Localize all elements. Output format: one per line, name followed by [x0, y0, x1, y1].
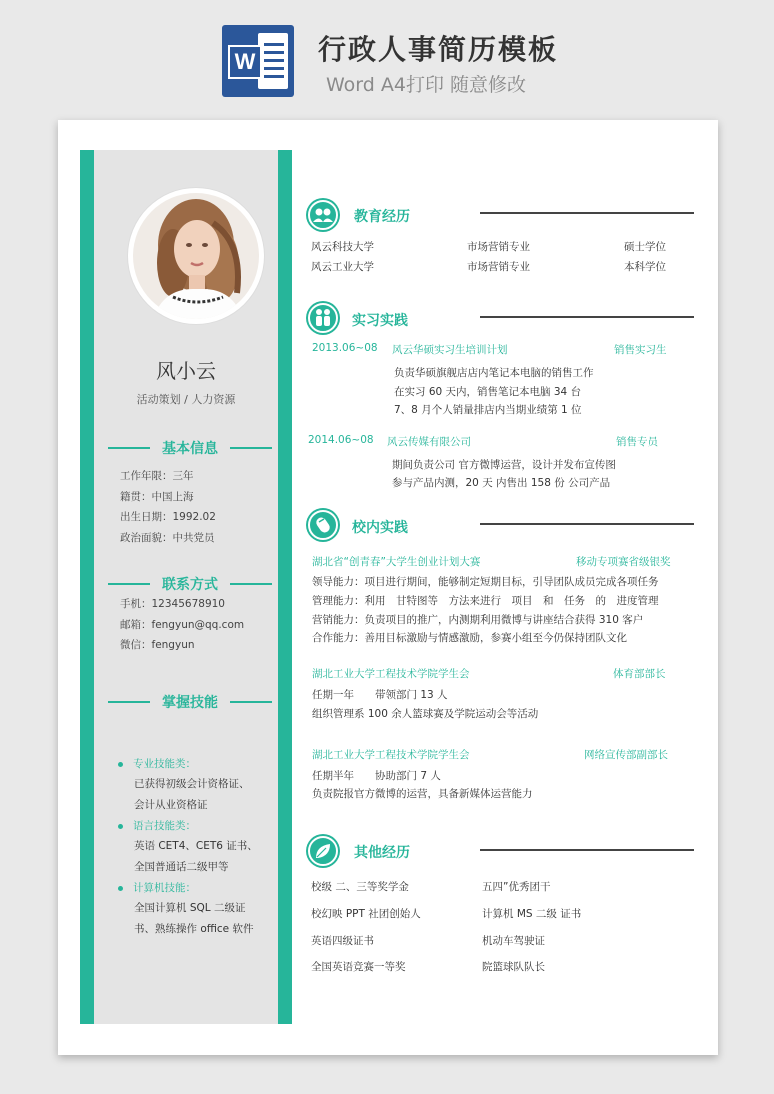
avatar-photo	[133, 193, 259, 319]
job-company: 风云传媒有限公司	[387, 436, 471, 448]
campus-line: 任期一年 带领部门 13 人	[312, 689, 448, 701]
campus-award: 移动专项赛省级银奖	[576, 556, 671, 568]
word-letter: W	[228, 45, 262, 79]
job-date: 2013.06~08	[312, 342, 378, 354]
campus-award: 网络宣传部副部长	[584, 749, 668, 761]
skill-line: 书、熟练操作 office 软件	[134, 922, 254, 935]
other-item: 英语四级证书	[311, 935, 374, 947]
job-line: 参与产品内测，20 天 内售出 158 份 公司产品	[392, 477, 611, 489]
other-item: 校级 二、三等奖学金	[311, 881, 409, 893]
sidebar-left-bar	[80, 150, 94, 1024]
skill-lines	[134, 836, 258, 877]
job-line: 期间负责公司 官方微博运营，设计并发布宣传图	[392, 459, 616, 471]
campus-line: 营销能力：负责项目的推广，内测期利用微博与讲座结合获得 310 客户	[312, 614, 644, 626]
education-title: 教育经历	[354, 209, 410, 225]
skill-line: 英语 CET4、CET6 证书、	[134, 840, 258, 852]
other-item: 院篮球队队长	[482, 961, 545, 973]
education-icon	[308, 200, 338, 230]
contact-phone: 手机：12345678910	[120, 598, 225, 610]
campus-line: 合作能力：善用目标激励与情感激励，参赛小组至今仍保持团队文化	[312, 632, 627, 644]
campus-line: 负责院报官方微博的运营，具备新媒体运营能力	[312, 788, 533, 800]
skill-line: 全国普通话二级甲等	[134, 860, 229, 873]
basic-info-list	[120, 466, 216, 548]
avatar	[128, 188, 264, 324]
skill-line: 全国计算机 SQL 二级证	[134, 902, 246, 914]
skill-category: 专业技能类：	[118, 756, 196, 771]
sidebar-right-bar	[278, 150, 292, 1024]
job-date: 2014.06~08	[308, 434, 374, 446]
job-company: 风云华硕实习生培训计划	[392, 344, 508, 356]
campus-org: 湖北省“创青春”大学生创业计划大赛	[312, 556, 481, 568]
edu-major: 市场营销专业	[467, 241, 530, 253]
job-position: 销售实习生	[614, 344, 667, 356]
section-divider	[480, 523, 694, 525]
edu-major: 市场营销专业	[467, 261, 530, 273]
sidebar	[80, 150, 292, 1024]
internship-title: 实习实践	[352, 313, 408, 329]
skill-lines	[134, 774, 250, 815]
page-title: 行政人事简历模板	[318, 33, 559, 66]
section-divider	[480, 212, 694, 214]
edu-degree: 本科学位	[624, 261, 666, 273]
edu-school: 风云工业大学	[311, 261, 374, 273]
internship-icon	[308, 303, 338, 333]
basic-info-item: 籍贯：中国上海	[120, 490, 194, 503]
skill-category: 语言技能类：	[118, 818, 196, 833]
basic-info-item: 出生日期：1992.02	[120, 511, 216, 523]
other-item: 计算机 MS 二级 证书	[482, 908, 582, 920]
resume-page	[58, 120, 718, 1055]
other-item: 全国英语竞赛一等奖	[311, 961, 406, 973]
word-icon	[222, 25, 294, 97]
edu-degree: 硕士学位	[624, 241, 666, 253]
campus-title: 校内实践	[352, 520, 408, 536]
campus-award: 体育部部长	[613, 668, 666, 680]
campus-org: 湖北工业大学工程技术学院学生会	[312, 749, 470, 761]
job-line: 7、8 月个人销量排店内当期业绩第 1 位	[394, 404, 582, 416]
job-position: 销售专员	[616, 436, 658, 448]
skill-category: 计算机技能：	[118, 880, 196, 895]
contact-list	[120, 594, 244, 656]
header	[0, 0, 774, 110]
section-divider	[480, 849, 694, 851]
campus-org: 湖北工业大学工程技术学院学生会	[312, 668, 470, 680]
skill-line: 会计从业资格证	[134, 798, 208, 811]
skills-heading: 掌握技能	[108, 692, 272, 712]
job-line: 负责华硕旗舰店店内笔记本电脑的销售工作	[394, 367, 594, 379]
other-icon	[308, 836, 338, 866]
skill-line: 已获得初级会计资格证、	[134, 778, 250, 790]
campus-line: 组织管理系 100 余人篮球赛及学院运动会等活动	[312, 708, 539, 720]
basic-info-item: 工作年限：三年	[120, 470, 194, 482]
page-subtitle: Word A4打印 随意修改	[326, 74, 527, 96]
basic-info-item: 政治面貌：中共党员	[120, 531, 215, 544]
campus-line: 领导能力：项目进行期间，能够制定短期目标，引导团队成员完成各项任务	[312, 576, 659, 588]
edu-school: 风云科技大学	[311, 241, 374, 253]
other-title: 其他经历	[354, 845, 410, 861]
skill-lines	[134, 898, 253, 939]
basic-info-heading: 基本信息	[108, 438, 272, 458]
campus-line: 管理能力：利用 甘特图等 方法来进行 项目 和 任务 的 进度管理	[312, 595, 659, 607]
other-item: 五四”优秀团干	[482, 881, 551, 893]
contact-heading: 联系方式	[108, 574, 272, 594]
profile-name: 风小云	[156, 359, 216, 383]
job-line: 在实习 60 天内，销售笔记本电脑 34 台	[394, 386, 582, 398]
campus-icon	[308, 510, 338, 540]
contact-email: 邮箱：fengyun@qq.com	[120, 618, 245, 631]
contact-wechat: 微信：fengyun	[120, 639, 195, 651]
campus-line: 任期半年 协助部门 7 人	[312, 770, 441, 782]
profile-role: 活动策划 / 人力资源	[136, 393, 236, 406]
section-divider	[480, 316, 694, 318]
other-item: 机动车驾驶证	[482, 935, 545, 947]
other-item: 校幻映 PPT 社团创始人	[311, 908, 421, 920]
